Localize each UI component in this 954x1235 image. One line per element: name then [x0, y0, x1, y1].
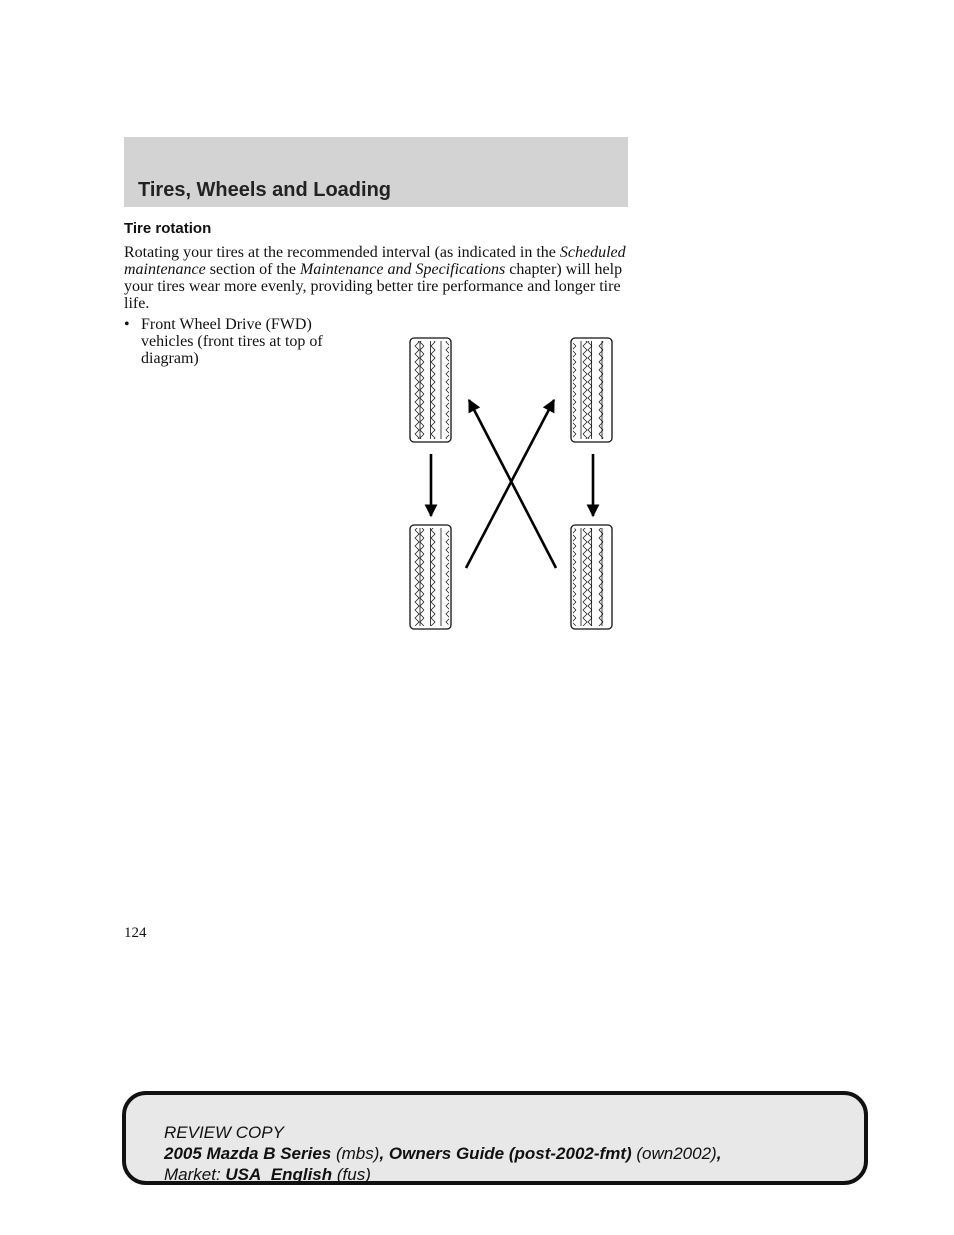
model-name: 2005 Mazda B Series [164, 1144, 332, 1163]
paragraph-italic-maintenance-specifications: Maintenance and Specifications [299, 261, 506, 278]
review-copy-label: REVIEW COPY [164, 1123, 284, 1142]
bullet-dot: • [124, 316, 130, 333]
paragraph-text-3: chapter) will help your tires wear more evenly, providing better tire performance and longer tire life. [124, 261, 623, 312]
page-number: 124 [124, 925, 147, 941]
review-copy-box [122, 1091, 868, 1185]
review-copy-line-3 [164, 1164, 721, 1185]
market-label: Market: [164, 1165, 226, 1184]
rear-left-tire-icon [410, 525, 451, 629]
guide-name: , Owners Guide (post-2002-fmt) [379, 1144, 632, 1163]
market-code: (fus) [332, 1165, 371, 1184]
tire-rotation-paragraph [124, 244, 628, 312]
arrow-rear-left-to-front-right-icon [466, 400, 554, 568]
section-title: Tires, Wheels and Loading [138, 179, 392, 201]
guide-code: (own2002) [631, 1144, 717, 1163]
review-copy-text [164, 1122, 721, 1185]
review-copy-line-2 [164, 1143, 721, 1164]
line-2-comma: , [716, 1144, 722, 1163]
paragraph-text-1: Rotating your tires at the recommended interval (as indicated in the [124, 244, 560, 261]
tire-rotation-diagram [400, 330, 620, 635]
paragraph-text-2: section of the [205, 261, 300, 278]
arrow-rear-right-to-front-left-icon [469, 400, 556, 568]
bullet-text: Front Wheel Drive (FWD) vehicles (front tires at top of diagram) [141, 316, 323, 367]
front-left-tire-icon [410, 338, 451, 442]
model-code: (mbs) [331, 1144, 380, 1163]
subheading-tire-rotation: Tire rotation [124, 220, 212, 237]
rear-right-tire-icon [571, 525, 612, 629]
front-right-tire-icon [571, 338, 612, 442]
paragraph-italic-scheduled-maintenance: Scheduled maintenance [124, 244, 626, 278]
market-name: USA_English [225, 1165, 333, 1184]
section-header-band [124, 137, 628, 207]
